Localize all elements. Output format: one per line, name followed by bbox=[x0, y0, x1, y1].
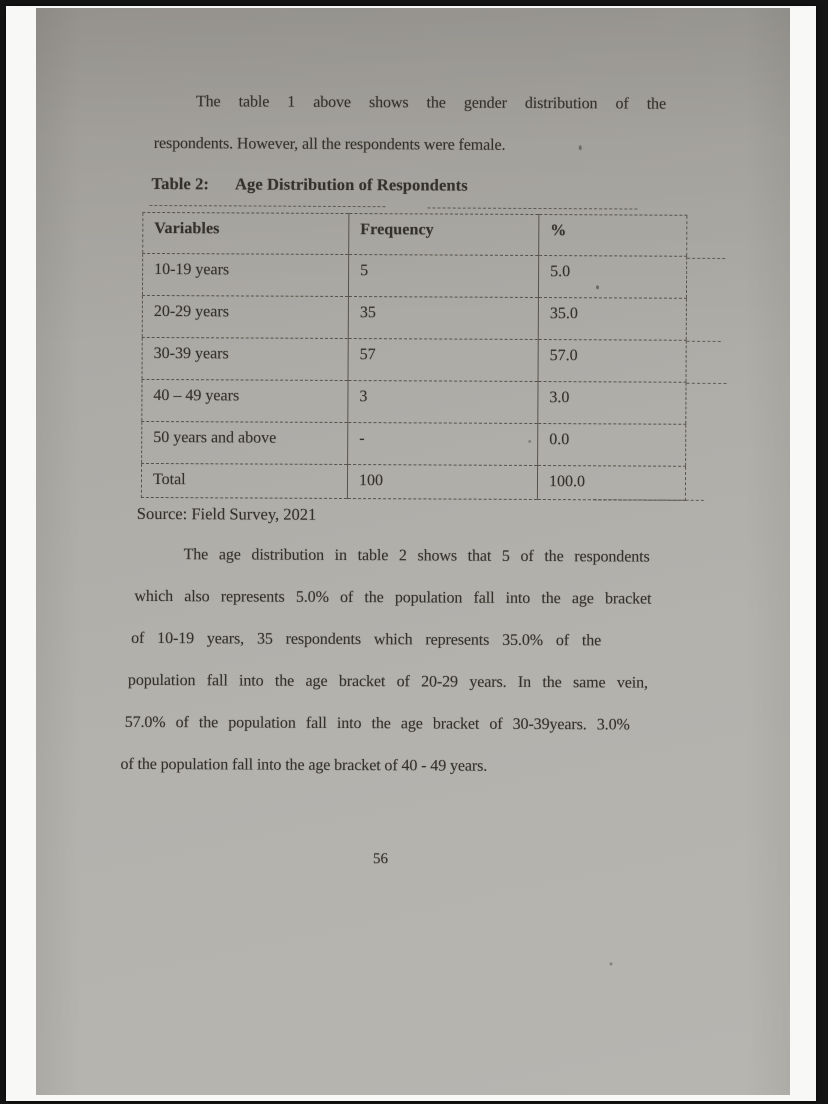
table-header-row bbox=[143, 212, 687, 256]
page-content bbox=[36, 8, 790, 1095]
scan-speck bbox=[579, 145, 582, 150]
scan-artifact bbox=[687, 258, 725, 259]
cell-variable: Total bbox=[141, 463, 347, 498]
paragraph2-line6: of the population fall into the age bracket of 40 - 49 years. bbox=[120, 755, 488, 775]
table-row bbox=[142, 379, 686, 424]
cell-frequency: - bbox=[348, 423, 538, 466]
cell-percent: 0.0 bbox=[538, 424, 686, 467]
paragraph2-line5: 57.0% of the population fall into the age bracket of 30-39years. 3.0% bbox=[124, 713, 630, 734]
cell-frequency: 3 bbox=[348, 381, 538, 424]
cell-percent: 57.0 bbox=[538, 340, 686, 383]
cell-percent: 35.0 bbox=[538, 298, 686, 341]
age-distribution-table bbox=[141, 212, 687, 501]
cell-variable: 40 – 49 years bbox=[142, 379, 348, 422]
scan-speck bbox=[609, 962, 612, 965]
cell-frequency: 5 bbox=[348, 255, 538, 298]
paragraph1-line2: respondents. However, all the respondents were female. bbox=[153, 134, 506, 154]
cell-frequency: 57 bbox=[348, 339, 538, 382]
paragraph2-line4: population fall into the age bracket of 20-29 years. In the same vein, bbox=[127, 671, 648, 692]
table-row-total bbox=[141, 463, 685, 500]
table-row bbox=[142, 337, 686, 382]
table-row bbox=[142, 421, 686, 466]
cell-frequency: 100 bbox=[347, 465, 537, 500]
table-caption-title: Age Distribution of Respondents bbox=[235, 174, 468, 195]
cell-percent: 5.0 bbox=[538, 256, 686, 299]
cell-frequency: 35 bbox=[348, 297, 538, 340]
cell-percent: 3.0 bbox=[538, 382, 686, 425]
table-row bbox=[142, 295, 686, 340]
paragraph1-line1: The table 1 above shows the gender distribution of the bbox=[195, 93, 667, 113]
scan-artifact bbox=[149, 205, 385, 207]
table-row bbox=[142, 253, 686, 298]
scan-artifact bbox=[687, 383, 727, 384]
document-page bbox=[36, 8, 790, 1095]
table-source-note: Source: Field Survey, 2021 bbox=[136, 503, 317, 524]
scan-artifact bbox=[594, 499, 704, 501]
cell-variable: 20-29 years bbox=[142, 295, 348, 338]
paragraph2-line3: of 10-19 years, 35 respondents which represents 35.0% of the bbox=[131, 629, 602, 650]
header-variables: Variables bbox=[143, 212, 349, 254]
cell-percent: 100.0 bbox=[537, 466, 685, 501]
header-percent: % bbox=[539, 215, 687, 257]
cell-variable: 30-39 years bbox=[142, 337, 348, 380]
page-number: 56 bbox=[372, 851, 389, 868]
cell-variable: 50 years and above bbox=[142, 421, 348, 464]
table-caption-label: Table 2: bbox=[151, 173, 210, 194]
header-frequency: Frequency bbox=[349, 214, 539, 256]
scan-artifact bbox=[427, 207, 637, 209]
paragraph2-line1: The age distribution in table 2 shows that 5 of the respondents bbox=[183, 546, 650, 566]
cell-variable: 10-19 years bbox=[142, 253, 348, 296]
scan-speck bbox=[528, 440, 531, 443]
paragraph2-line2: which also represents 5.0% of the population fall into the age bracket bbox=[134, 587, 652, 608]
scan-artifact bbox=[687, 341, 721, 342]
table-caption bbox=[151, 174, 467, 196]
scan-speck bbox=[596, 285, 599, 289]
